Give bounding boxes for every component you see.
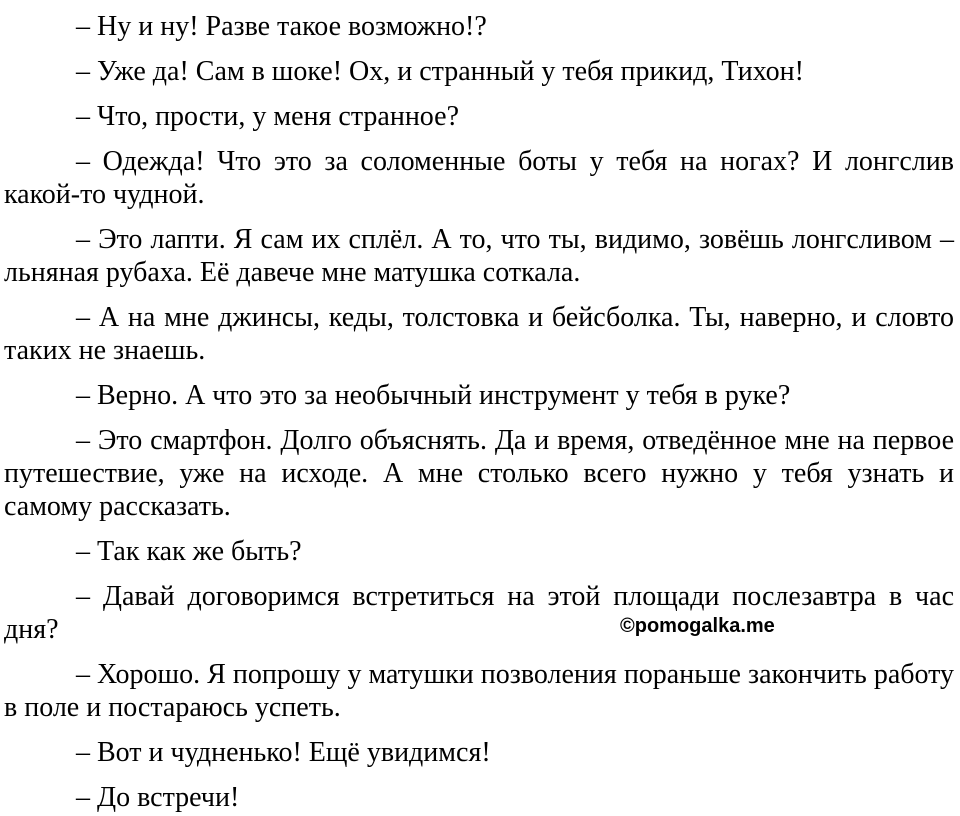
dialogue-line-11: – Хорошо. Я попрошу у матушки позволения пораньше закончить работу в поле и постараюсь успеть. xyxy=(4,659,954,723)
dialogue-line-8: – Это смартфон. Долго объяснять. Да и время, отведённое мне на первое путешествие, уже на исходе. А мне столько всего нужно у тебя узнать и самому рассказать. xyxy=(4,425,954,522)
watermark-text: ©pomogalka.me xyxy=(620,615,775,637)
dialogue-line-6: – А на мне джинсы, кеды, толстовка и бейсболка. Ты, наверно, и словто таких не знаешь. xyxy=(4,302,954,366)
dialogue-line-1: – Ну и ну! Разве такое возможно!? xyxy=(76,11,487,42)
dialogue-line-3: – Что, прости, у меня странное? xyxy=(76,101,460,132)
dialogue-line-13: – До встречи! xyxy=(76,782,240,813)
dialogue-line-2: – Уже да! Сам в шоке! Ох, и странный у тебя прикид, Тихон! xyxy=(76,56,804,87)
dialogue-line-12: – Вот и чудненько! Ещё увидимся! xyxy=(76,737,491,768)
dialogue-line-7: – Верно. А что это за необычный инструмент у тебя в руке? xyxy=(76,380,791,411)
dialogue-line-5: – Это лапти. Я сам их сплёл. А то, что ты, видимо, зовёшь лонгсливом – льняная рубаха. Её давече мне матушка соткала. xyxy=(4,224,954,288)
dialogue-line-10: – Давай договоримся встретиться на этой площади послезавтра в час дня? xyxy=(4,581,954,645)
dialogue-line-4: – Одежда! Что это за соломенные боты у тебя на ногах? И лонгслив какой-то чудной. xyxy=(4,146,954,210)
dialogue-line-9: – Так как же быть? xyxy=(76,536,302,567)
